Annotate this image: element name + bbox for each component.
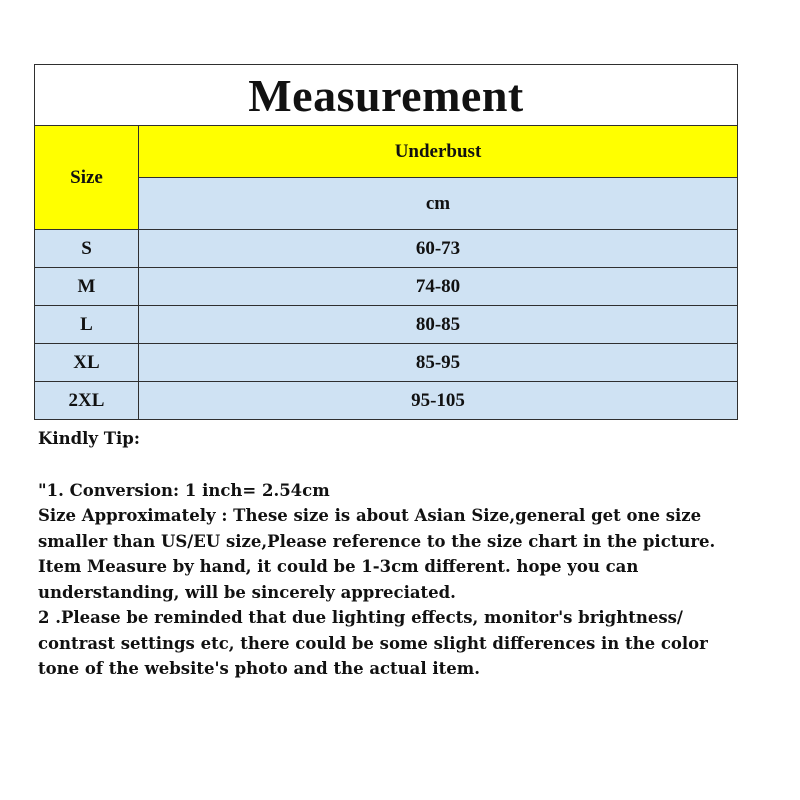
tip-line: smaller than US/EU size,Please reference to the size chart in the picture. xyxy=(38,531,716,551)
unit-row xyxy=(35,178,738,230)
table-row xyxy=(35,268,738,306)
size-cell: S xyxy=(35,230,139,268)
underbust-cell: 60-73 xyxy=(139,230,738,268)
table-row xyxy=(35,230,738,268)
table-row xyxy=(35,306,738,344)
underbust-cell: 80-85 xyxy=(139,306,738,344)
underbust-cell: 85-95 xyxy=(139,344,738,382)
tip-line: contrast settings etc, there could be some slight differences in the color xyxy=(38,633,708,653)
tips-title: Kindly Tip: xyxy=(38,429,140,448)
tip-line: Size Approximately : These size is about Asian Size,general get one size xyxy=(38,506,702,525)
size-cell: L xyxy=(35,306,139,344)
table-row xyxy=(35,382,738,420)
tip-line: Item Measure by hand, it could be 1-3cm different. hope you can xyxy=(38,557,639,576)
size-cell: XL xyxy=(35,344,139,382)
table-title: Measurement xyxy=(35,65,738,126)
tip-line: tone of the website's photo and the actual item. xyxy=(38,659,480,678)
tip-line: understanding, will be sincerely appreciated. xyxy=(38,582,456,602)
tip-line: "1. Conversion: 1 inch= 2.54cm xyxy=(38,480,330,500)
size-chart-table xyxy=(34,64,738,420)
underbust-cell: 74-80 xyxy=(139,268,738,306)
underbust-column-header: Underbust xyxy=(139,126,738,178)
size-cell: M xyxy=(35,268,139,306)
tip-line: 2 .Please be reminded that due lighting effects, monitor's brightness/ xyxy=(38,608,683,627)
size-column-header: Size xyxy=(35,126,139,230)
size-cell: 2XL xyxy=(35,382,139,420)
unit-header: cm xyxy=(139,178,738,230)
tips-section xyxy=(38,426,758,682)
title-row xyxy=(35,65,738,126)
underbust-cell: 95-105 xyxy=(139,382,738,420)
table-row xyxy=(35,344,738,382)
header-row xyxy=(35,126,738,178)
